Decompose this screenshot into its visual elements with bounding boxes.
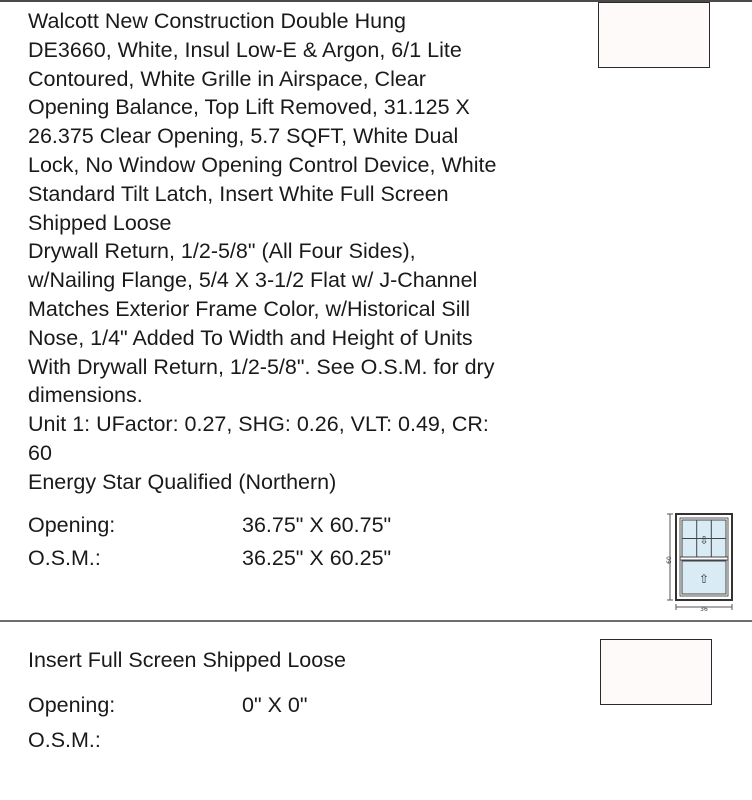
item-title: Insert Full Screen Shipped Loose: [28, 648, 346, 672]
upper-sash-arrow-icon: ⇩: [699, 534, 709, 547]
height-dimension-label: 60: [666, 556, 673, 564]
lower-sash-arrow-icon: ⇧: [698, 572, 710, 586]
item-description: Walcott New Construction Double Hung DE3660, White, Insul Low-E & Argon, 6/1 Lite Contoured, White Grille in Airspace, Clear Opening Balance, Top Lift Removed, 31.125 X 26.375 Clear Opening, 5.7 SQFT, White Dual Lock, No Window Opening Control Device, White Standard Tilt Latch, Insert White Full Screen Shipped Loose Drywall Return, 1/2-5/8" (All Four Sides), w/Nailing Flange, 5/4 X 3-1/2 Flat w/ J-Channel Matches Exterior Frame Color, w/Historical Sill Nose, 1/4" Added To Width and Height of Units With Drywall Return, 1/2-5/8". See O.S.M. for dry dimensions. Unit 1: UFactor: 0.27, SHG: 0.26, VLT: 0.49, CR: 60 Energy Star Qualified (Northern): [28, 9, 497, 494]
osm-label: O.S.M.:: [28, 728, 101, 752]
width-dimension-label: 36: [700, 606, 708, 613]
osm-label: O.S.M.:: [28, 546, 101, 570]
opening-value: 36.75" X 60.75": [242, 513, 392, 537]
meeting-rail: [680, 557, 728, 560]
quantity-box[interactable]: [600, 639, 712, 705]
opening-label: Opening:: [28, 513, 116, 537]
opening-label: Opening:: [28, 693, 116, 717]
line-item-screen: [0, 622, 752, 800]
opening-value: 0" X 0": [242, 693, 308, 717]
window-elevation-drawing: [664, 510, 744, 614]
osm-value: 36.25" X 60.25": [242, 546, 392, 570]
quantity-box[interactable]: [598, 2, 710, 68]
